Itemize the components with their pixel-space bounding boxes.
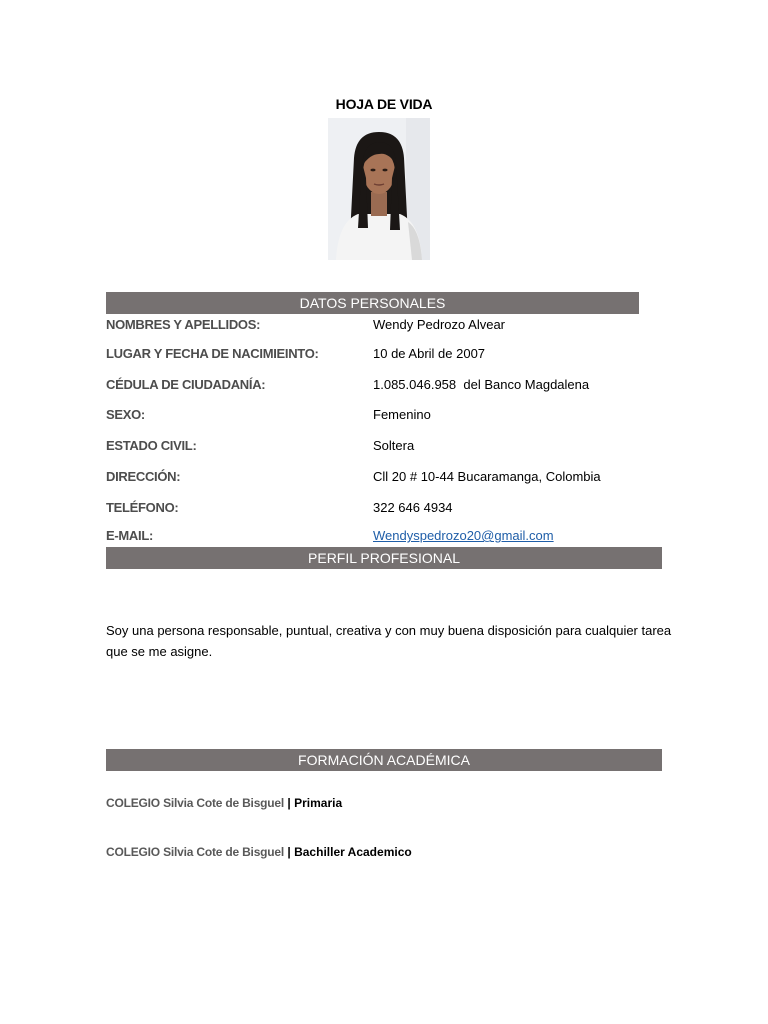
label-phone: TELÉFONO: xyxy=(106,500,179,515)
education-level: Primaria xyxy=(294,796,343,810)
value-address: Cll 20 # 10-44 Bucaramanga, Colombia xyxy=(373,469,601,484)
label-address: DIRECCIÓN: xyxy=(106,469,181,484)
value-email xyxy=(373,528,554,543)
label-name: NOMBRES Y APELLIDOS: xyxy=(106,317,261,332)
value-civil-status: Soltera xyxy=(373,438,415,453)
label-id: CÉDULA DE CIUDADANÍA: xyxy=(106,377,266,392)
education-separator: | xyxy=(287,796,291,810)
profile-photo xyxy=(328,118,430,260)
value-sex: Femenino xyxy=(373,407,431,422)
education-level: Bachiller Academico xyxy=(294,845,412,859)
education-school: COLEGIO Silvia Cote de Bisguel xyxy=(106,845,285,859)
email-link[interactable]: Wendyspedrozo20@gmail.com xyxy=(373,528,554,543)
page-title: HOJA DE VIDA xyxy=(335,96,433,112)
value-name: Wendy Pedrozo Alvear xyxy=(373,317,505,332)
section-header-personal: DATOS PERSONALES xyxy=(106,292,639,314)
label-birth: LUGAR Y FECHA DE NACIMIEINTO: xyxy=(106,346,319,361)
profile-photo-image xyxy=(328,118,430,260)
profile-paragraph: Soy una persona responsable, puntual, creativa y con muy buena disposición para cualquier tarea que se me asigne. xyxy=(106,623,672,659)
education-item xyxy=(106,845,412,859)
education-school: COLEGIO Silvia Cote de Bisguel xyxy=(106,796,285,810)
value-phone: 322 646 4934 xyxy=(373,500,453,515)
label-civil-status: ESTADO CIVIL: xyxy=(106,438,197,453)
value-id: 1.085.046.958 del Banco Magdalena xyxy=(373,377,590,392)
education-item xyxy=(106,796,342,810)
label-email: E-MAIL: xyxy=(106,528,153,543)
value-birth: 10 de Abril de 2007 xyxy=(373,346,486,361)
education-separator: | xyxy=(287,845,291,859)
section-header-education: FORMACIÓN ACADÉMICA xyxy=(106,749,662,771)
label-sex: SEXO: xyxy=(106,407,145,422)
section-header-profile: PERFIL PROFESIONAL xyxy=(106,547,662,569)
